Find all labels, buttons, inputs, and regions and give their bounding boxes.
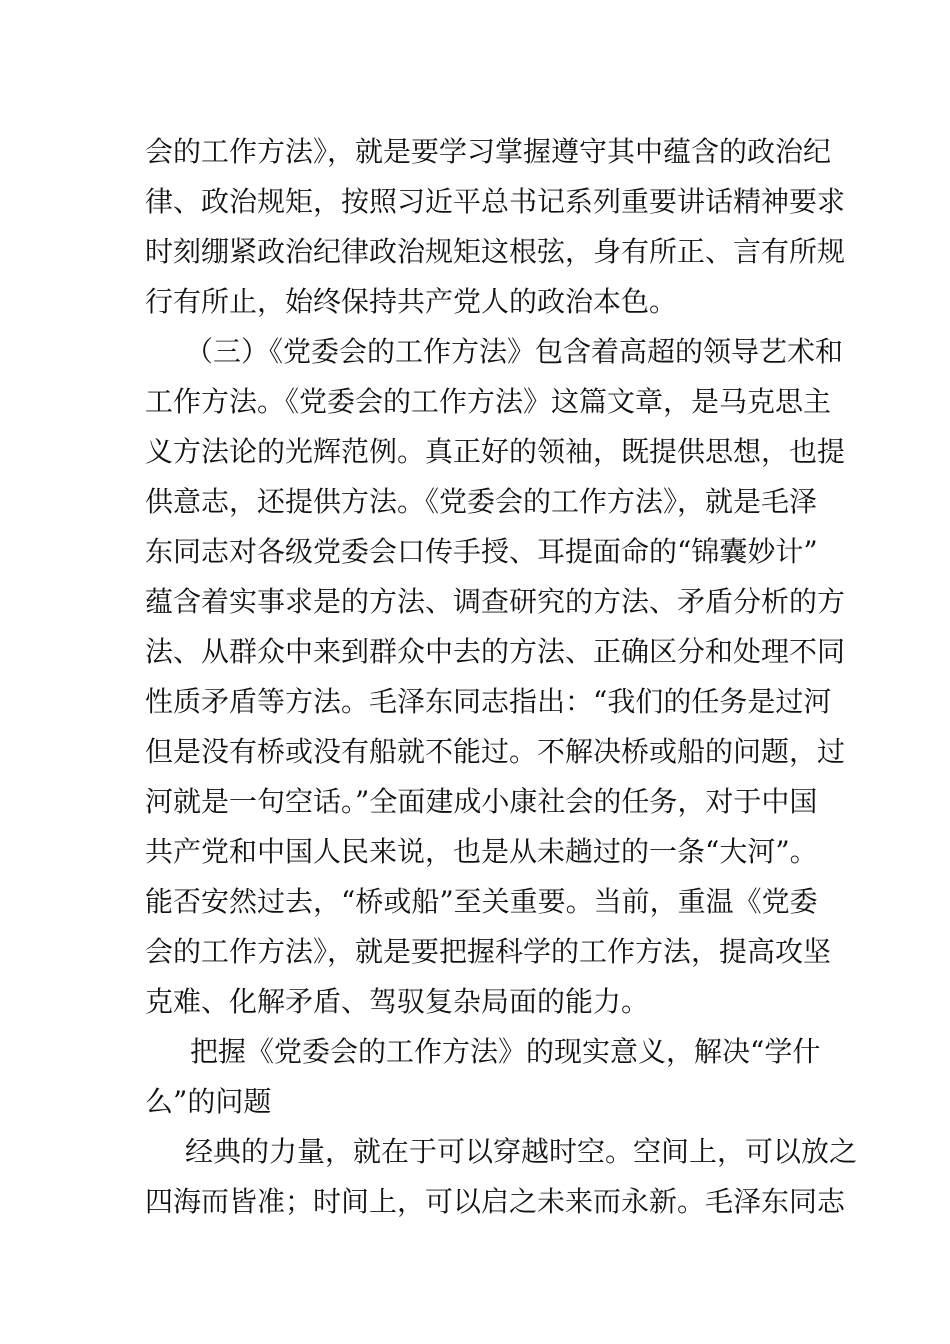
text-line: 行有所止，始终保持共产党人的政治本色。 (145, 285, 678, 318)
text-line: 供意志，还提供方法。《党委会的工作方法》，就是毛泽 (145, 485, 818, 518)
text-line: 四海而皆准；时间上，可以启之未来而永新。毛泽东同志 (145, 1185, 846, 1218)
text-line: 但是没有桥或没有船就不能过。不解决桥或船的问题，过 (145, 735, 846, 768)
text-line: 蕴含着实事求是的方法、调查研究的方法、矛盾分析的方 (145, 585, 846, 618)
text-line: 性质矛盾等方法。毛泽东同志指出：“我们的任务是过河 (145, 685, 832, 718)
subheading-line: 把握《党委会的工作方法》的现实意义，解决“学什 (190, 1035, 821, 1068)
text-line: 工作方法。《党委会的工作方法》这篇文章，是马克思主 (145, 385, 832, 418)
text-line: 会的工作方法》，就是要把握科学的工作方法，提高攻坚 (145, 935, 832, 968)
text-line: 律、政治规矩，按照习近平总书记系列重要讲话精神要求 (145, 185, 846, 218)
text-line: 义方法论的光辉范例。真正好的领袖，既提供思想，也提 (145, 435, 846, 468)
section-heading-line: （三）《党委会的工作方法》包含着高超的领导艺术和 (185, 335, 844, 368)
text-line: 会的工作方法》，就是要学习掌握遵守其中蕴含的政治纪 (145, 135, 832, 168)
text-line: 共产党和中国人民来说，也是从未趟过的一条“大河”。 (145, 835, 818, 868)
text-line: 能否安然过去，“桥或船”至关重要。当前，重温《党委 (145, 885, 818, 918)
text-line: 经典的力量，就在于可以穿越时空。空间上，可以放之 (185, 1135, 858, 1168)
text-line: 克难、化解矛盾、驾驭复杂局面的能力。 (145, 985, 650, 1018)
text-line: 时刻绷紧政治纪律政治规矩这根弦，身有所正、言有所规 (145, 235, 846, 268)
text-line: 河就是一句空话。”全面建成小康社会的任务，对于中国 (145, 785, 818, 818)
subheading-line: 么”的问题 (145, 1085, 272, 1118)
text-line: 东同志对各级党委会口传手授、耳提面命的“锦囊妙计” (145, 535, 818, 568)
text-line: 法、从群众中来到群众中去的方法、正确区分和处理不同 (145, 635, 846, 668)
